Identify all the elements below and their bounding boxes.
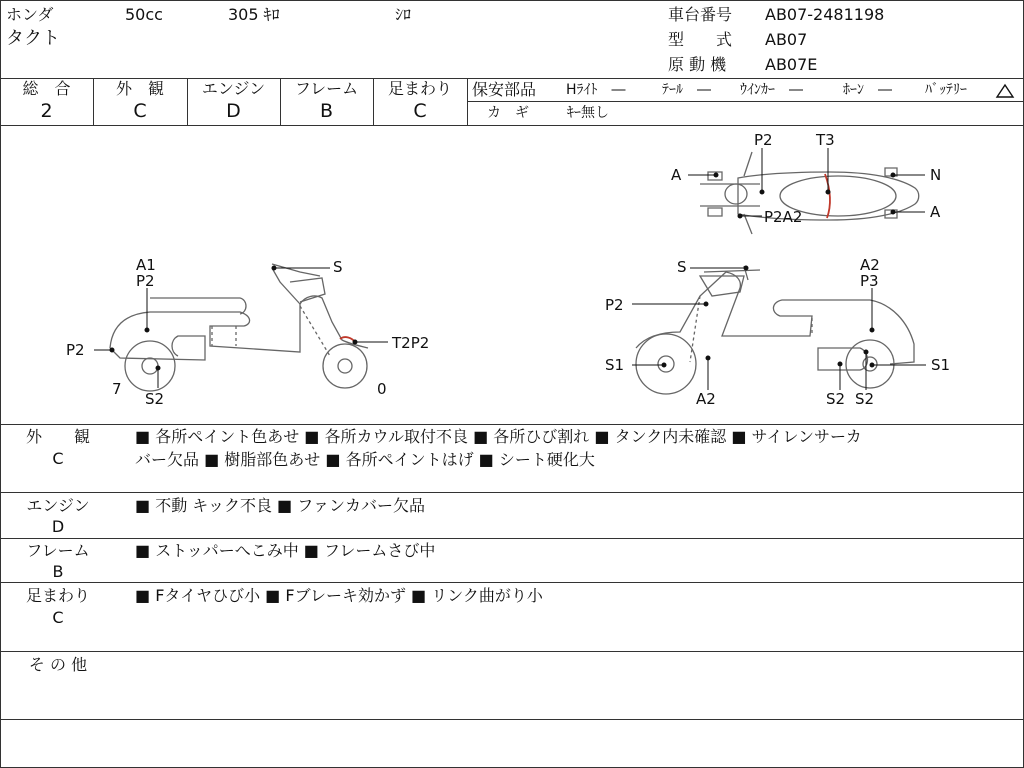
label-s2: S2	[855, 390, 875, 408]
safety-horn: ﾎｰﾝ ―	[843, 82, 892, 98]
label-s1: S1	[931, 356, 951, 374]
type-label: 型 式	[668, 30, 733, 49]
section-other-label: そ の 他	[28, 655, 88, 674]
damage-mark	[825, 174, 830, 218]
engine-value: AB07E	[765, 55, 818, 74]
label-p3: P3	[860, 272, 879, 290]
divider	[0, 492, 1024, 493]
model-name: タクト	[6, 28, 60, 49]
damage-diagram	[0, 126, 1024, 424]
right-view-callouts	[632, 266, 926, 390]
safety-winker: ｳｲﾝｶｰ ―	[740, 82, 803, 98]
type-value: AB07	[765, 30, 808, 49]
safety-tail: ﾃｰﾙ ―	[662, 82, 711, 98]
section-suspension-line1: ■ Fタイヤひび小 ■ Fブレーキ効かず ■ リンク曲がり小	[135, 586, 543, 605]
grade-total-label: 総 合	[22, 79, 71, 98]
label-s: S	[333, 258, 343, 276]
label-a2: A2	[860, 256, 880, 274]
label-s2: S2	[145, 390, 165, 408]
section-suspension-grade: C	[52, 608, 64, 627]
grade-exterior-label: 外 観	[115, 79, 164, 98]
label-zero: 0	[377, 380, 387, 398]
section-suspension-label: 足まわり	[25, 586, 90, 605]
label-s2: S2	[826, 390, 846, 408]
maker: ホンダ	[6, 5, 54, 24]
safety-battery: ﾊﾞｯﾃﾘｰ	[925, 82, 967, 98]
section-engine-grade: D	[51, 517, 65, 536]
label-n: N	[930, 166, 942, 184]
label-p2: P2	[136, 272, 155, 290]
color: ｼﾛ	[395, 5, 412, 24]
key-value: ｷｰ無し	[567, 105, 609, 121]
grade-engine-label: エンジン	[201, 79, 266, 98]
label-t2p2: T2P2	[392, 334, 430, 352]
section-frame-grade: B	[52, 562, 64, 581]
label-a2: A2	[696, 390, 716, 408]
section-exterior-grade: C	[52, 449, 64, 468]
divider	[467, 101, 1024, 102]
label-p2: P2	[605, 296, 624, 314]
top-view-callouts	[688, 148, 925, 218]
engine-label: 原 動 機	[668, 55, 727, 74]
section-exterior-line2: バー欠品 ■ 樹脂部色あせ ■ 各所ペイントはげ ■ シート硬化大	[135, 450, 595, 469]
label-s: S	[677, 258, 687, 276]
label-seven: 7	[112, 380, 122, 398]
label-a: A	[930, 203, 941, 221]
label-t3: T3	[816, 131, 835, 149]
section-exterior-label: 外 観	[25, 427, 90, 446]
grade-engine-value: D	[226, 100, 241, 122]
grade-suspension-label: 足まわり	[387, 79, 452, 98]
section-engine-line1: ■ 不動 キック不良 ■ ファンカバー欠品	[135, 496, 425, 515]
label-a1: A1	[136, 256, 156, 274]
section-frame-label: フレーム	[26, 541, 90, 560]
mileage: 305 ｷﾛ	[228, 5, 280, 24]
grade-total-value: 2	[40, 100, 53, 122]
divider	[0, 582, 1024, 583]
safety-headlight: Hﾗｲﾄ ―	[566, 82, 626, 98]
divider	[0, 719, 1024, 720]
label-p2: P2	[66, 341, 85, 359]
displacement: 50cc	[125, 5, 163, 24]
section-frame-line1: ■ ストッパーへこみ中 ■ フレームさび中	[135, 541, 436, 560]
chassis-label: 車台番号	[668, 5, 733, 24]
scooter-top-view	[700, 152, 919, 234]
label-a: A	[671, 166, 682, 184]
divider	[0, 424, 1024, 425]
grade-frame-label: フレーム	[294, 79, 359, 98]
divider	[467, 78, 468, 125]
safety-label: 保安部品	[472, 80, 537, 99]
label-p2a2: P2A2	[764, 208, 803, 226]
key-label: カ ギ	[487, 105, 529, 121]
label-p2: P2	[754, 131, 773, 149]
section-engine-label: エンジン	[26, 496, 90, 515]
triangle-icon	[995, 83, 1015, 99]
label-s1: S1	[605, 356, 625, 374]
divider	[0, 651, 1024, 652]
grade-frame-value: B	[319, 100, 334, 122]
section-exterior-line1: ■ 各所ペイント色あせ ■ 各所カウル取付不良 ■ 各所ひび割れ ■ タンク内未確認 ■ サイレンサーカ	[135, 427, 862, 446]
grade-suspension-value: C	[413, 100, 427, 122]
grade-exterior-value: C	[133, 100, 147, 122]
divider	[0, 538, 1024, 539]
chassis-value: AB07-2481198	[765, 5, 885, 24]
